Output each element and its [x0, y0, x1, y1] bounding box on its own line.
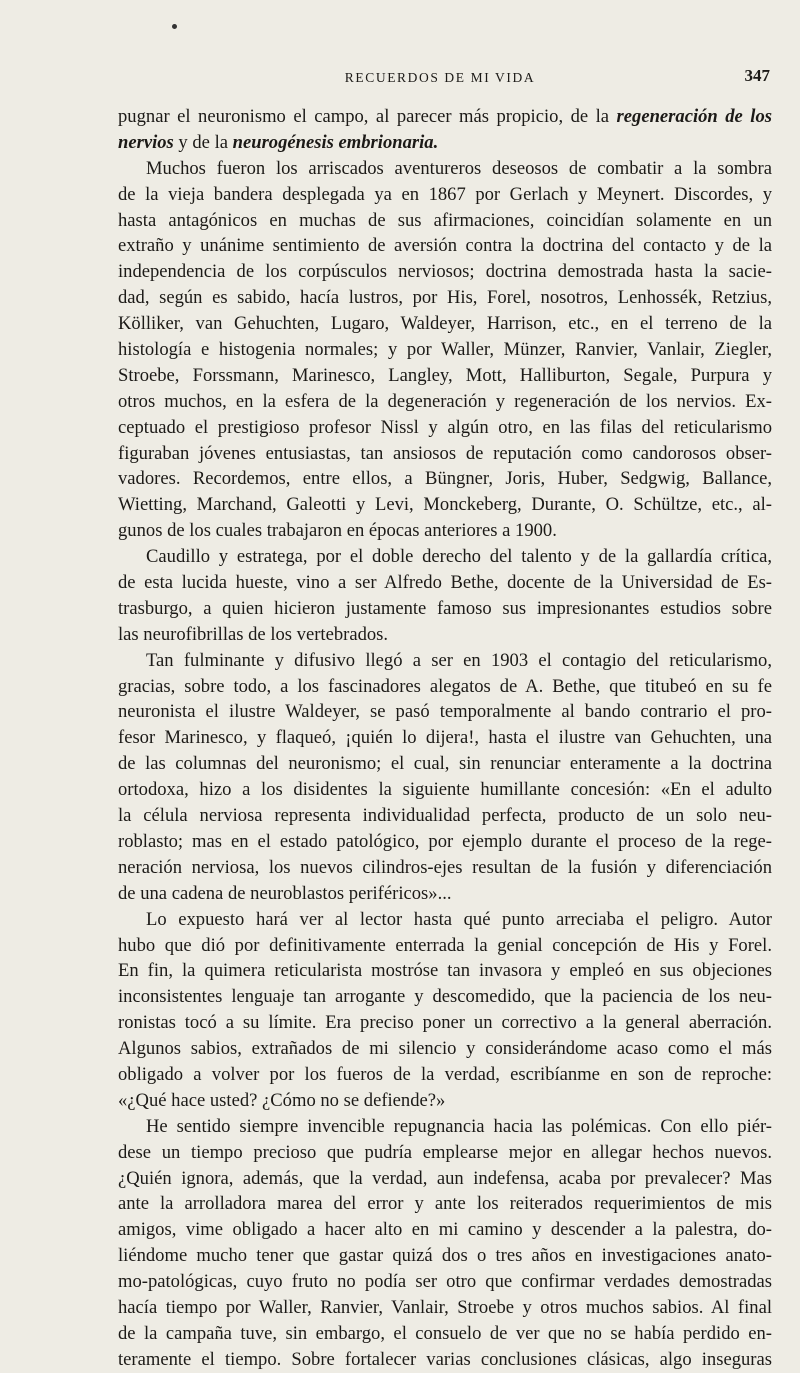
running-title: RECUERDOS DE MI VIDA: [344, 70, 536, 85]
text-line: de la campaña tuve, sin embargo, el consuelo de ver que no se había perdido en-: [118, 1322, 772, 1344]
body-text: [118, 104, 772, 1373]
text-line: de la vieja bandera desplegada ya en 1867 por Gerlach y Meynert. Discordes, y: [118, 183, 772, 205]
line-part: y de la: [173, 131, 233, 153]
text-line: de las columnas del neuronismo; el cual, sin renunciar enteramente a la doctrina: [118, 753, 772, 775]
text-line: ¿Quién ignora, además, que la verdad, aun indefensa, acaba por prevalecer? Mas: [118, 1167, 772, 1189]
text-line: Algunos sabios, extrañados de mi silencio y considerándome acaso como el más: [118, 1038, 772, 1060]
text-line: [118, 104, 772, 130]
text-line: dad, según es sabido, hacía lustros, por His, Forel, nosotros, Lenhossék, Retzius,: [118, 287, 772, 309]
text-line: inconsistentes lenguaje tan arrogante y descomedido, que la paciencia de los neu-: [118, 986, 772, 1008]
text-line: teramente el tiempo. Sobre fortalecer varias conclusiones clásicas, algo inseguras: [118, 1348, 772, 1370]
text-line: Kölliker, van Gehuchten, Lugaro, Waldeyer, Harrison, etc., en el terreno de la: [118, 313, 772, 335]
text-line: ronistas tocó a su límite. Era preciso poner un correctivo a la general aberración.: [118, 1012, 772, 1034]
text-line: roblasto; mas en el estado patológico, por ejemplo durante el proceso de la rege-: [118, 830, 772, 852]
text-line: gunos de los cuales trabajaron en épocas anteriores a 1900.: [118, 520, 557, 542]
text-line: Lo expuesto hará ver al lector hasta qué punto arreciaba el peligro. Autor: [146, 908, 772, 930]
line-part: pugnar el neuronismo el campo, al parecer más propicio, de la: [118, 106, 617, 127]
text-line: neuronista el ilustre Waldeyer, se pasó temporalmente al bando contrario el pro-: [118, 701, 772, 723]
text-line: extraño y unánime sentimiento de aversión contra la doctrina del contacto y de la: [118, 235, 772, 257]
text-line: de una cadena de neuroblastos periféricos»...: [118, 882, 452, 904]
text-line: Tan fulminante y difusivo llegó a ser en 1903 el contagio del reticularismo,: [146, 649, 772, 671]
text-line: Caudillo y estratega, por el doble derecho del talento y de la gallardía crítica,: [146, 546, 772, 568]
running-head: [110, 66, 770, 88]
text-line: Wietting, Marchand, Galeotti y Levi, Monckeberg, Durante, O. Schültze, etc., al-: [118, 494, 772, 516]
text-line: hasta antagónicos en muchas de sus afirmaciones, coincidían solamente en un: [118, 209, 772, 231]
text-line: ortodoxa, hizo a los disidentes la siguiente humillante concesión: «En el adulto: [118, 779, 772, 801]
text-line: Stroebe, Forssmann, Marinesco, Langley, Mott, Halliburton, Segale, Purpura y: [118, 364, 772, 386]
text-line: fesor Marinesco, y flaqueó, ¡quién lo dijera!, hasta el ilustre van Gehuchten, una: [118, 727, 772, 749]
text-line: [118, 130, 772, 156]
text-line: otros muchos, en la esfera de la degeneración y regeneración de los nervios. Ex-: [118, 390, 772, 412]
page-number: 347: [744, 66, 770, 85]
text-line: obligado a volver por los fueros de la verdad, escribíanme en son de reproche:: [118, 1063, 772, 1085]
text-line: ante la arrolladora marea del error y ante los reiterados requerimientos de mis: [118, 1193, 772, 1215]
text-line: hacía tiempo por Waller, Ranvier, Vanlair, Stroebe y otros muchos sabios. Al final: [118, 1296, 772, 1318]
text-line: trasburgo, a quien hicieron justamente famoso sus impresionantes estudios sobre: [118, 597, 772, 619]
emphasis-text: nervios: [118, 131, 174, 153]
emphasis-text: neurogénesis embrionaria.: [232, 131, 439, 153]
text-line: En fin, la quimera reticularista mostróse tan invasora y empleó en sus objeciones: [118, 960, 772, 982]
print-mark: [172, 24, 177, 29]
text-line: independencia de los corpúsculos nerviosos; doctrina demostrada hasta la sacie-: [118, 261, 772, 283]
text-line: amigos, vime obligado a hacer alto en mi camino y descender a la palestra, do-: [118, 1219, 772, 1241]
text-line: He sentido siempre invencible repugnancia hacia las polémicas. Con ello piér-: [146, 1115, 772, 1137]
text-line: hubo que dió por definitivamente enterrada la genial concepción de His y Forel.: [118, 934, 772, 956]
text-line: ceptuado el prestigioso profesor Nissl y algún otro, en las filas del reticularismo: [118, 416, 772, 438]
text-line: mo-patológicas, cuyo fruto no podía ser otro que confirmar verdades demostradas: [118, 1271, 772, 1293]
text-line: dese un tiempo precioso que pudría emplearse mejor en allegar hechos nuevos.: [118, 1141, 772, 1163]
text-line: de esta lucida hueste, vino a ser Alfredo Bethe, docente de la Universidad de Es-: [118, 572, 772, 594]
text-line: neración nerviosa, los nuevos cilindros-ejes resultan de la fusión y diferenciación: [118, 856, 772, 878]
text-line: la célula nerviosa representa individualidad perfecta, producto de un solo neu-: [118, 805, 772, 827]
text-line: figuraban jóvenes entusiastas, tan ansiosos de reputación como candorosos obser-: [118, 442, 772, 464]
text-line: vadores. Recordemos, entre ellos, a Büngner, Joris, Huber, Sedgwig, Ballance,: [118, 468, 772, 490]
text-line: Muchos fueron los arriscados aventureros deseosos de combatir a la sombra: [146, 157, 772, 179]
text-line: histología e histogenia normales; y por Waller, Münzer, Ranvier, Vanlair, Ziegler,: [118, 339, 772, 361]
text-line: «¿Qué hace usted? ¿Cómo no se defiende?»: [118, 1089, 446, 1111]
text-line: liéndome mucho tener que gastar quizá dos o tres años en investigaciones anato-: [118, 1245, 772, 1267]
text-line: gracias, sobre todo, a los fascinadores alegatos de A. Bethe, que titubeó en su fe: [118, 675, 772, 697]
text-line: las neurofibrillas de los vertebrados.: [118, 623, 389, 645]
emphasis-text: regeneración de los: [616, 106, 772, 127]
